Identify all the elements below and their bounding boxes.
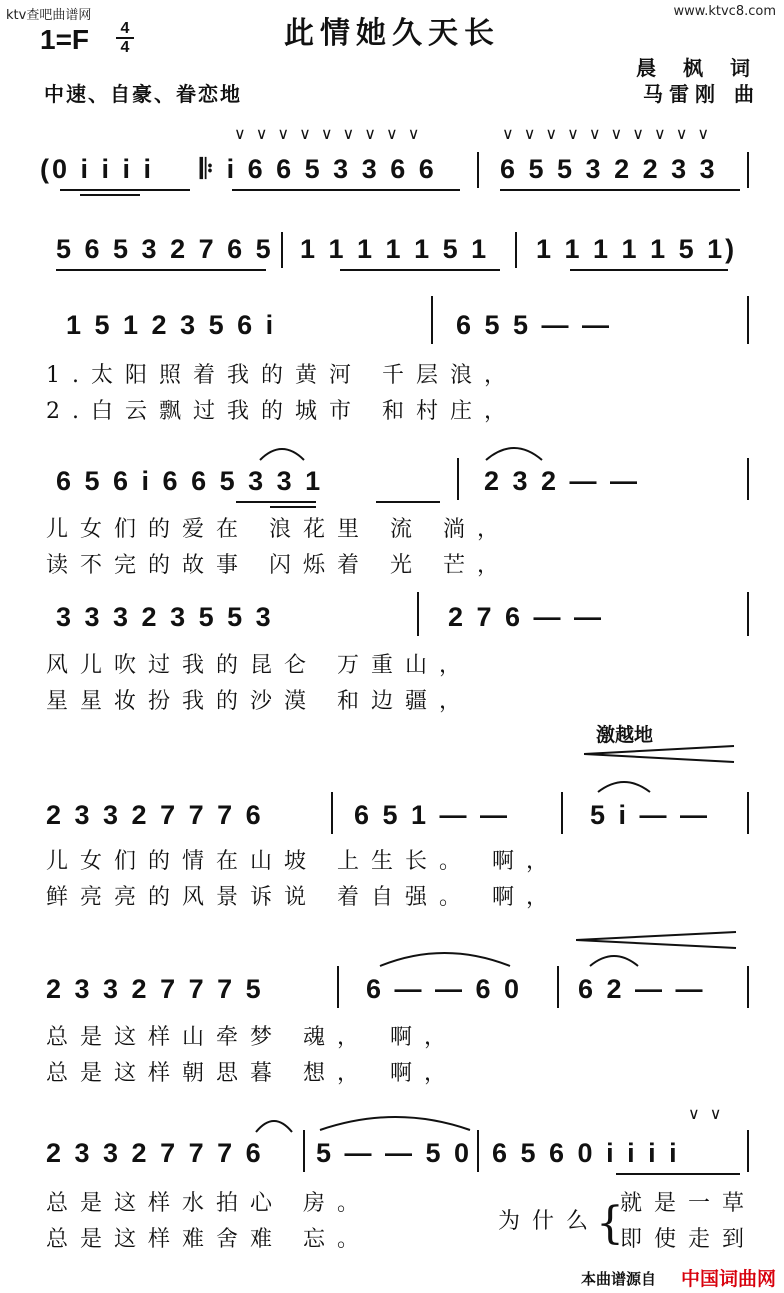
breath-marks-a: ∨∨∨∨∨∨∨∨∨ — [234, 124, 430, 143]
measure: (0 i i i i — [40, 154, 155, 184]
score-line-1 — [0, 150, 784, 210]
key-signature: 1=F — [40, 24, 90, 55]
lyric-verse-1: 1.太阳照着我的黄河 千层浪， — [46, 363, 518, 388]
measure: 𝄆 i 6 6 5 3 3 6 6 — [200, 154, 437, 184]
site-watermark-right: www.ktvc8.com — [673, 4, 776, 19]
expression-marking: 激越地 — [596, 724, 654, 746]
lyric-verse-1: 儿女们的爱在 浪花里 流 淌， — [46, 517, 511, 542]
measure: 6 2 — — — [578, 974, 706, 1004]
measure: 1 1 1 1 1 5 1 — [300, 234, 490, 264]
time-signature-bottom: 4 — [120, 39, 130, 56]
lyric-verse-2: 星星妆扮我的沙漠 和边疆， — [46, 689, 473, 714]
source-note: 本曲谱源自 — [580, 1270, 656, 1288]
measure: 6 5 6 i 6 6 5 3 3 1 — [56, 466, 324, 496]
measure: 1 5 1 2 3 5 6 i — [66, 310, 277, 340]
lyric-verse-2: 总是这样朝思暮 想， 啊， — [46, 1061, 458, 1086]
score-line-3 — [0, 306, 784, 366]
score-line-8 — [0, 1134, 784, 1194]
measure: 6 5 5 3 2 2 3 3 — [500, 154, 718, 184]
lyric-aside: 为什么 — [498, 1209, 601, 1234]
lyric-verse-1: 儿女们的情在山坡 上生长。 啊， — [46, 849, 560, 874]
measure: 5 — — 5 0 — [316, 1138, 473, 1168]
lyric-brace-1: 就是一草 — [620, 1191, 757, 1216]
lyric-verse-1: 总是这样山牵梦 魂， 啊， — [46, 1025, 458, 1050]
source-site-link[interactable]: 中国词曲网 — [680, 1268, 776, 1290]
lyric-verse-2: 鲜亮亮的风景诉说 着自强。 啊， — [46, 885, 560, 910]
crescendo-hairpin — [584, 742, 744, 772]
measure: 6 5 1 — — — [354, 800, 511, 830]
measure: 5 6 5 3 2 7 6 5 — [56, 234, 274, 264]
breath-marks-b: ∨∨∨∨∨∨∨∨∨∨ — [502, 124, 720, 143]
measure: 2 7 6 — — — [448, 602, 605, 632]
measure: 2 3 3 2 7 7 7 6 — [46, 1138, 264, 1168]
barlines — [0, 230, 784, 290]
measure: 6 — — 6 0 — [366, 974, 523, 1004]
measure: 6 5 5 — — — [456, 310, 613, 340]
lyric-verse-1: 总是这样水拍心 房。 — [46, 1191, 371, 1216]
site-watermark-left: ktv查吧曲谱网 — [6, 8, 92, 23]
song-title: 此情她久天长 — [284, 16, 500, 51]
brace: { — [596, 1198, 624, 1249]
lyric-verse-2: 总是这样难舍难 忘。 — [46, 1227, 371, 1252]
measure: 2 3 3 2 7 7 7 5 — [46, 974, 264, 1004]
lyric-verse-2: 2.白云飘过我的城市 和村庄， — [46, 399, 518, 424]
lyric-verse-1: 风儿吹过我的昆仑 万重山， — [46, 653, 473, 678]
measure: 2 3 2 — — — [484, 466, 641, 496]
lyricist-credit: 晨 枫 词 — [636, 56, 760, 80]
tempo-marking: 中速、自豪、眷恋地 — [44, 82, 242, 106]
measure: 3 3 3 2 3 5 5 3 — [56, 602, 274, 632]
barlines — [0, 306, 784, 366]
time-signature-top: 4 — [120, 20, 130, 37]
measure: 6 5 6 0 i i i i — [492, 1138, 680, 1168]
barlines — [0, 1134, 784, 1194]
lyric-brace-2: 即使走到 — [620, 1227, 757, 1252]
lyric-verse-2: 读不完的故事 闪烁着 光 芒， — [46, 553, 511, 578]
composer-credit: 马雷刚 曲 — [643, 82, 760, 106]
measure: 5 i — — — [590, 800, 711, 830]
breath-marks-c: ∨∨ — [688, 1104, 732, 1123]
measure: 2 3 3 2 7 7 7 6 — [46, 800, 264, 830]
barlines — [0, 150, 784, 210]
crescendo-hairpin — [576, 928, 746, 958]
measure: 1 1 1 1 1 5 1) — [536, 234, 738, 264]
score-line-2 — [0, 230, 784, 290]
